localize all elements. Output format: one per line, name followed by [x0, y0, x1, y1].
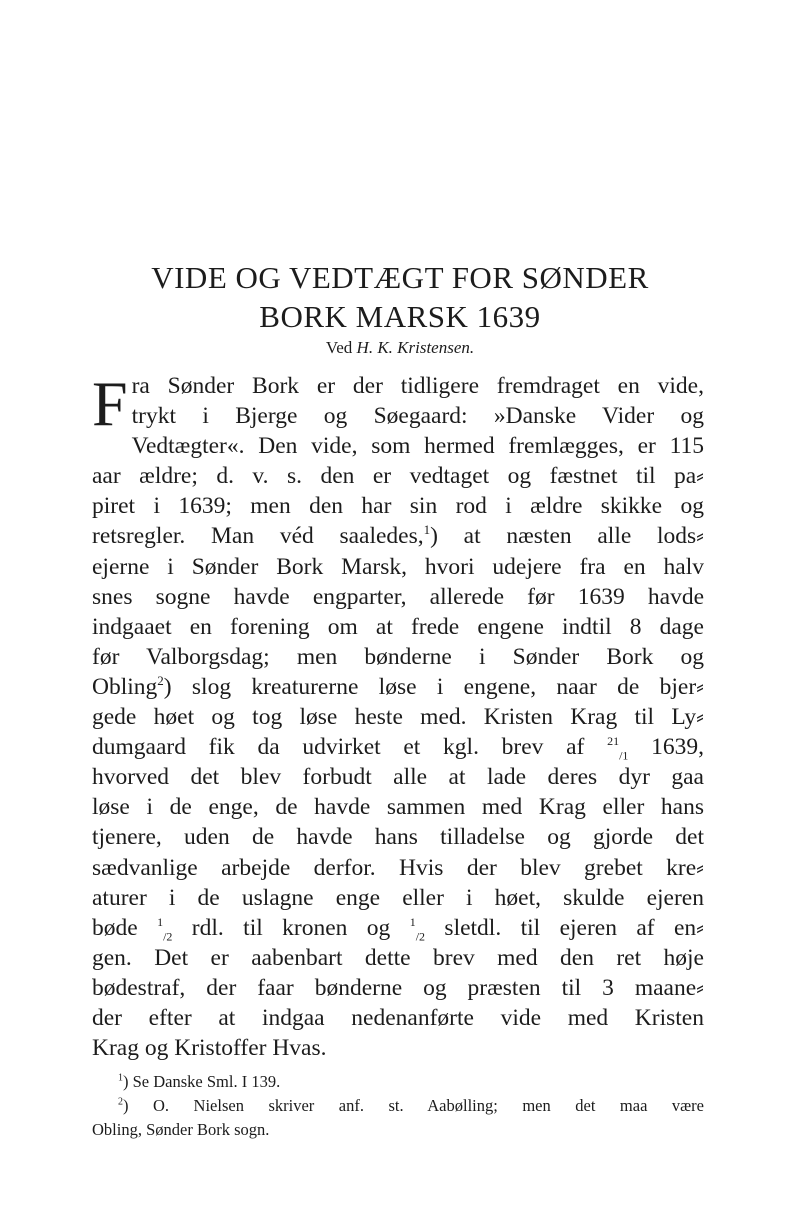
body-line: indgaaet en forening om at frede engene indtil 8 dage	[92, 613, 704, 640]
body-line: gen. Det er aabenbart dette brev med den ret høje	[92, 944, 704, 971]
title-line-1: VIDE OG VEDTÆGT FOR SØNDER	[151, 260, 649, 295]
fraction-denominator: /1	[619, 748, 629, 763]
body-line: bødestraf, der faar bønderne og præsten til 3 maane⸗	[92, 974, 704, 1001]
body-text: retsregler. Man véd saaledes,	[92, 523, 424, 550]
body-line: sædvanlige arbejde derfor. Hvis der blev grebet kre⸗	[92, 854, 704, 881]
fraction-denominator: /2	[415, 929, 426, 944]
article-body	[92, 368, 704, 1063]
body-line: aar ældre; d. v. s. den er vedtaget og fæstnet til pa⸗	[92, 463, 704, 490]
fraction-numerator: 21	[607, 734, 620, 749]
footnotes	[92, 1070, 704, 1142]
footnote-text: ) Se Danske Sml. I 139.	[123, 1072, 281, 1091]
body-line: aturer i de uslagne enge eller i høet, skulde ejeren	[92, 884, 704, 911]
body-line: gede høet og tog løse heste med. Kristen Krag til Ly⸗	[92, 704, 704, 731]
footnote-text: ) O. Nielsen skriver anf. st. Aabølling; men det maa være	[123, 1096, 704, 1115]
body-text: rdl. til kronen og	[172, 914, 410, 941]
body-line: snes sogne havde engparter, allerede før 1639 havde	[92, 583, 704, 610]
body-line: Vedtægter«. Den vide, som hermed fremlægges, er 115	[131, 433, 704, 460]
drop-cap: F	[92, 368, 128, 439]
author-byline	[90, 337, 710, 359]
body-line: Krag og Kristoffer Hvas.	[92, 1035, 327, 1062]
body-line: trykt i Bjerge og Søegaard: »Danske Vider og	[131, 403, 704, 430]
body-line: løse i de enge, de havde sammen med Krag eller hans	[92, 794, 704, 821]
footnote-2-continued: Obling, Sønder Bork sogn.	[92, 1120, 270, 1139]
footnote-ref: 2	[157, 673, 164, 689]
footnote-mark: 2	[118, 1096, 123, 1108]
article-title	[90, 258, 710, 336]
body-line	[92, 913, 704, 943]
body-line	[92, 732, 704, 762]
body-line: piret i 1639; men den har sin rod i ældre skikke og	[92, 493, 704, 520]
body-text: ) slog kreaturerne løse i engene, naar de bjer⸗	[163, 673, 704, 700]
body-text: dumgaard fik da udvirket et kgl. brev af	[92, 734, 608, 761]
fraction-numerator: 1	[409, 914, 416, 929]
fraction-denominator: /2	[163, 929, 173, 944]
body-line: der efter at indgaa nedenanførte vide med Kristen	[92, 1004, 704, 1031]
body-text: ) at næsten alle lods⸗	[430, 523, 704, 550]
body-line	[92, 521, 704, 551]
body-text: sletdl. til ejeren af en⸗	[425, 914, 704, 941]
footnote-1	[92, 1070, 704, 1094]
body-text: Obling	[92, 673, 158, 700]
body-text: 1639,	[628, 734, 704, 761]
body-text: bøde	[92, 914, 158, 941]
body-line: før Valborgsdag; men bønderne i Sønder Bork og	[92, 643, 704, 670]
body-line: tjenere, uden de havde hans tilladelse og gjorde det	[92, 824, 704, 851]
footnote-ref: 1	[423, 522, 431, 538]
body-line	[92, 672, 704, 702]
body-line: hvorved det blev forbudt alle at lade deres dyr gaa	[92, 764, 704, 791]
author-name: H. K. Kristensen.	[356, 338, 475, 357]
footnote-mark: 1	[118, 1072, 123, 1084]
title-line-2: BORK MARSK 1639	[259, 299, 541, 334]
footnote-2	[92, 1094, 704, 1118]
body-line: ejerne i Sønder Bork Marsk, hvori udejere fra en halv	[92, 553, 704, 580]
byline-prefix: Ved	[325, 338, 357, 357]
body-line: ra Sønder Bork er der tidligere fremdraget en vide,	[131, 373, 704, 399]
fraction-numerator: 1	[157, 914, 164, 929]
